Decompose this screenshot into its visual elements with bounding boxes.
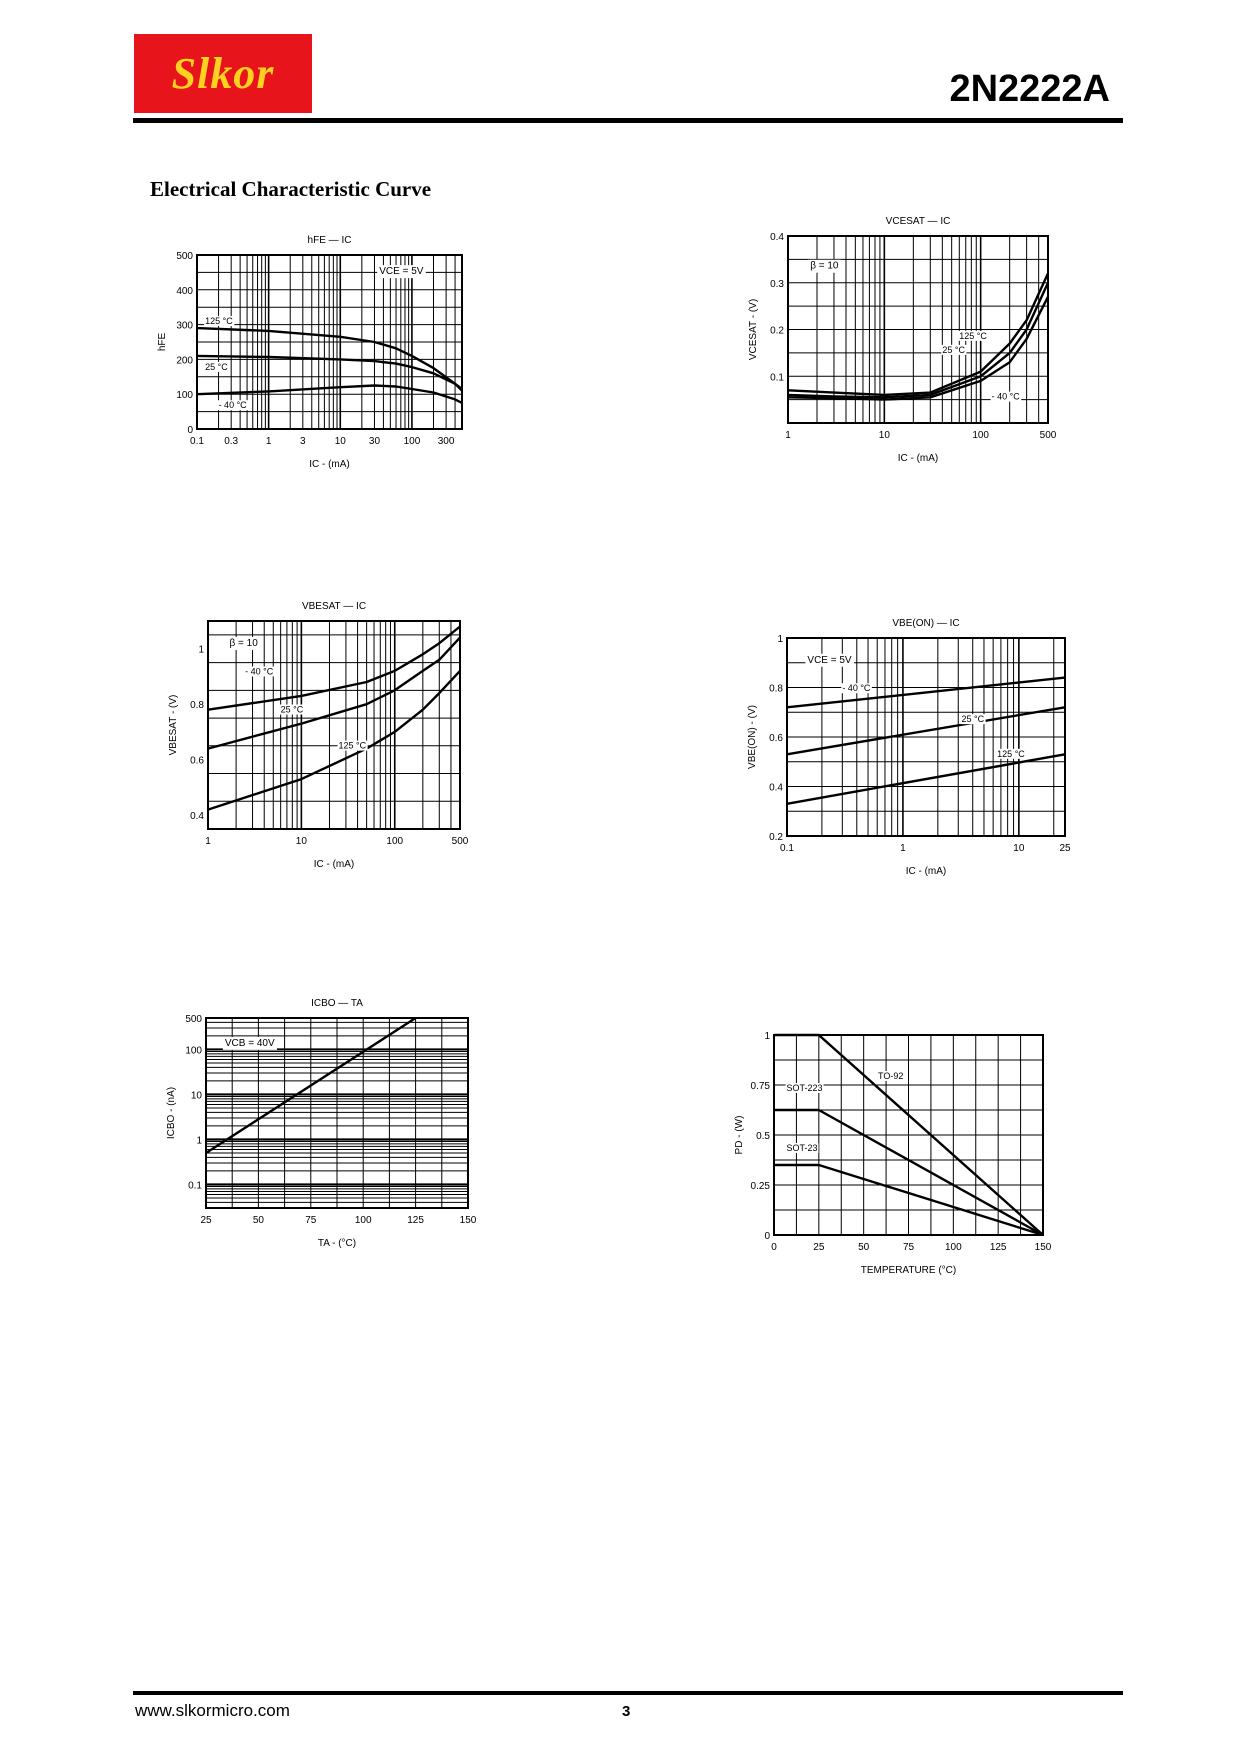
y-tick-label: 400 — [176, 285, 193, 297]
y-tick-label: 0.3 — [770, 278, 784, 290]
x-axis-label: TEMPERATURE (°C) — [860, 1265, 957, 1276]
x-tick-label: 1 — [265, 436, 272, 447]
series-label: SOT-223 — [786, 1083, 823, 1093]
x-tick-label: 25 — [1059, 843, 1071, 854]
x-tick-label: 10 — [1013, 843, 1025, 854]
y-tick-label: 0.1 — [770, 372, 784, 384]
x-tick-label: 100 — [354, 1215, 372, 1226]
series-line — [788, 283, 1048, 398]
x-tick-label: 500 — [451, 836, 469, 847]
y-tick-label: 500 — [176, 251, 193, 262]
x-tick-label: 10 — [295, 836, 307, 847]
chart-vcesat — [708, 214, 1068, 474]
y-tick-label: 200 — [176, 355, 193, 367]
series-label: 25 °C — [205, 361, 228, 372]
chart-annotation: β = 10 — [810, 260, 839, 272]
y-axis-label: VCESAT - (V) — [748, 298, 759, 361]
x-tick-label: 100 — [403, 436, 421, 447]
chart-annotation: VCE = 5V — [807, 654, 852, 666]
chart-title: VBE(ON) — IC — [892, 618, 960, 629]
series-label: 125 °C — [959, 330, 987, 341]
x-tick-label: 0.1 — [780, 843, 794, 854]
x-tick-label: 25 — [813, 1242, 825, 1253]
y-axis-label: VBESAT - (V) — [168, 694, 179, 756]
x-tick-label: 25 — [200, 1215, 212, 1226]
y-tick-label: 100 — [176, 390, 193, 402]
x-tick-label: 3 — [300, 436, 306, 447]
chart-pd — [722, 1025, 1082, 1280]
page-number: 3 — [622, 1703, 631, 1720]
y-axis-label: PD - (W) — [734, 1115, 745, 1155]
y-tick-label: 0 — [764, 1231, 770, 1242]
x-tick-label: 1 — [785, 430, 791, 441]
y-tick-label: 0 — [187, 425, 193, 436]
series-line — [787, 707, 1065, 754]
y-axis-label: hFE — [157, 332, 168, 352]
x-tick-label: 300 — [437, 436, 455, 447]
chart-hfe — [145, 228, 485, 488]
y-tick-label: 0.8 — [190, 700, 204, 712]
y-tick-label: 0.4 — [770, 232, 784, 243]
x-tick-label: 0.3 — [224, 436, 239, 447]
series-label: - 40 °C — [245, 666, 274, 677]
y-tick-label: 300 — [176, 320, 193, 332]
series-label: 125 °C — [205, 316, 233, 327]
y-tick-label: 1 — [777, 634, 783, 645]
x-tick-label: 100 — [972, 430, 990, 441]
footer-url: www.slkormicro.com — [135, 1701, 290, 1720]
y-tick-label: 10 — [190, 1090, 202, 1102]
x-tick-label: 100 — [944, 1242, 962, 1253]
x-tick-label: 0 — [771, 1242, 777, 1253]
x-tick-label: 50 — [252, 1215, 264, 1226]
y-tick-label: 0.4 — [769, 782, 783, 794]
grid — [787, 638, 1065, 836]
chart-annotation: VCE = 5V — [379, 266, 424, 278]
chart-title: VCESAT — IC — [885, 216, 951, 227]
x-tick-label: 30 — [368, 436, 381, 447]
chart-icbo — [150, 990, 490, 1265]
x-tick-label: 10 — [334, 436, 346, 447]
series-label: 25 °C — [961, 714, 985, 725]
x-tick-label: 125 — [989, 1242, 1007, 1253]
y-axis-label: ICBO - (nA) — [166, 1086, 177, 1140]
chart-annotation: VCB = 40V — [224, 1037, 275, 1049]
part-number: 2N2222A — [949, 68, 1110, 110]
series-label: 25 °C — [280, 704, 304, 715]
series-label: - 40 °C — [842, 683, 871, 694]
x-axis-label: IC - (mA) — [905, 866, 947, 877]
x-axis-label: IC - (mA) — [897, 453, 939, 464]
y-tick-label: 500 — [185, 1014, 202, 1025]
logo-text: Slkor — [171, 49, 275, 98]
y-tick-label: 1 — [764, 1031, 770, 1042]
x-tick-label: 75 — [305, 1215, 317, 1226]
y-tick-label: 0.25 — [750, 1181, 770, 1192]
x-tick-label: 125 — [407, 1215, 424, 1226]
chart-annotation: β = 10 — [229, 637, 258, 649]
series-label: TO-92 — [878, 1071, 904, 1081]
x-tick-label: 150 — [459, 1215, 477, 1226]
y-tick-label: 0.8 — [769, 683, 783, 695]
chart-title: hFE — IC — [307, 235, 352, 246]
y-tick-label: 1 — [196, 1135, 202, 1147]
footer-rule — [133, 1691, 1123, 1695]
chart-vbesat — [150, 583, 490, 870]
y-tick-label: 0.5 — [756, 1131, 770, 1142]
x-tick-label: 1 — [900, 843, 906, 854]
y-tick-label: 1 — [198, 644, 204, 656]
x-tick-label: 0.1 — [190, 436, 204, 447]
y-tick-label: 0.2 — [770, 325, 784, 337]
x-axis-label: IC - (mA) — [313, 859, 355, 870]
x-axis-label: IC - (mA) — [309, 459, 350, 470]
y-axis-label: VBE(ON) - (V) — [747, 705, 758, 769]
series-label: 125 °C — [997, 748, 1025, 759]
x-tick-label: 150 — [1034, 1242, 1052, 1253]
series-line — [787, 678, 1065, 708]
series-label: - 40 °C — [991, 391, 1020, 402]
y-tick-label: 0.6 — [769, 733, 783, 744]
section-title: Electrical Characteristic Curve — [150, 177, 432, 201]
y-tick-label: 0.4 — [190, 811, 204, 823]
brand-logo — [134, 34, 312, 113]
grid — [774, 1035, 1043, 1235]
chart-title: ICBO — TA — [311, 998, 363, 1009]
series-line — [788, 297, 1048, 400]
series-label: SOT-23 — [786, 1143, 818, 1153]
header-rule — [133, 118, 1123, 123]
chart-title: VBESAT — IC — [301, 601, 367, 612]
x-tick-label: 10 — [878, 430, 890, 441]
y-tick-label: 0.6 — [190, 755, 204, 767]
x-tick-label: 50 — [858, 1242, 870, 1253]
x-axis-label: TA - (°C) — [317, 1238, 357, 1249]
chart-vbeon — [725, 612, 1085, 897]
series-label: 25 °C — [942, 344, 965, 355]
y-tick-label: 100 — [185, 1045, 202, 1057]
y-tick-label: 0.2 — [769, 832, 783, 843]
x-tick-label: 100 — [386, 836, 404, 847]
y-tick-label: 0.1 — [188, 1180, 202, 1192]
series-label: - 40 °C — [218, 400, 247, 411]
series-line — [208, 671, 460, 810]
x-tick-label: 75 — [902, 1242, 915, 1253]
x-tick-label: 1 — [205, 836, 211, 847]
y-tick-label: 0.75 — [750, 1081, 770, 1092]
x-tick-label: 500 — [1039, 430, 1057, 441]
series-label: 125 °C — [338, 740, 367, 751]
